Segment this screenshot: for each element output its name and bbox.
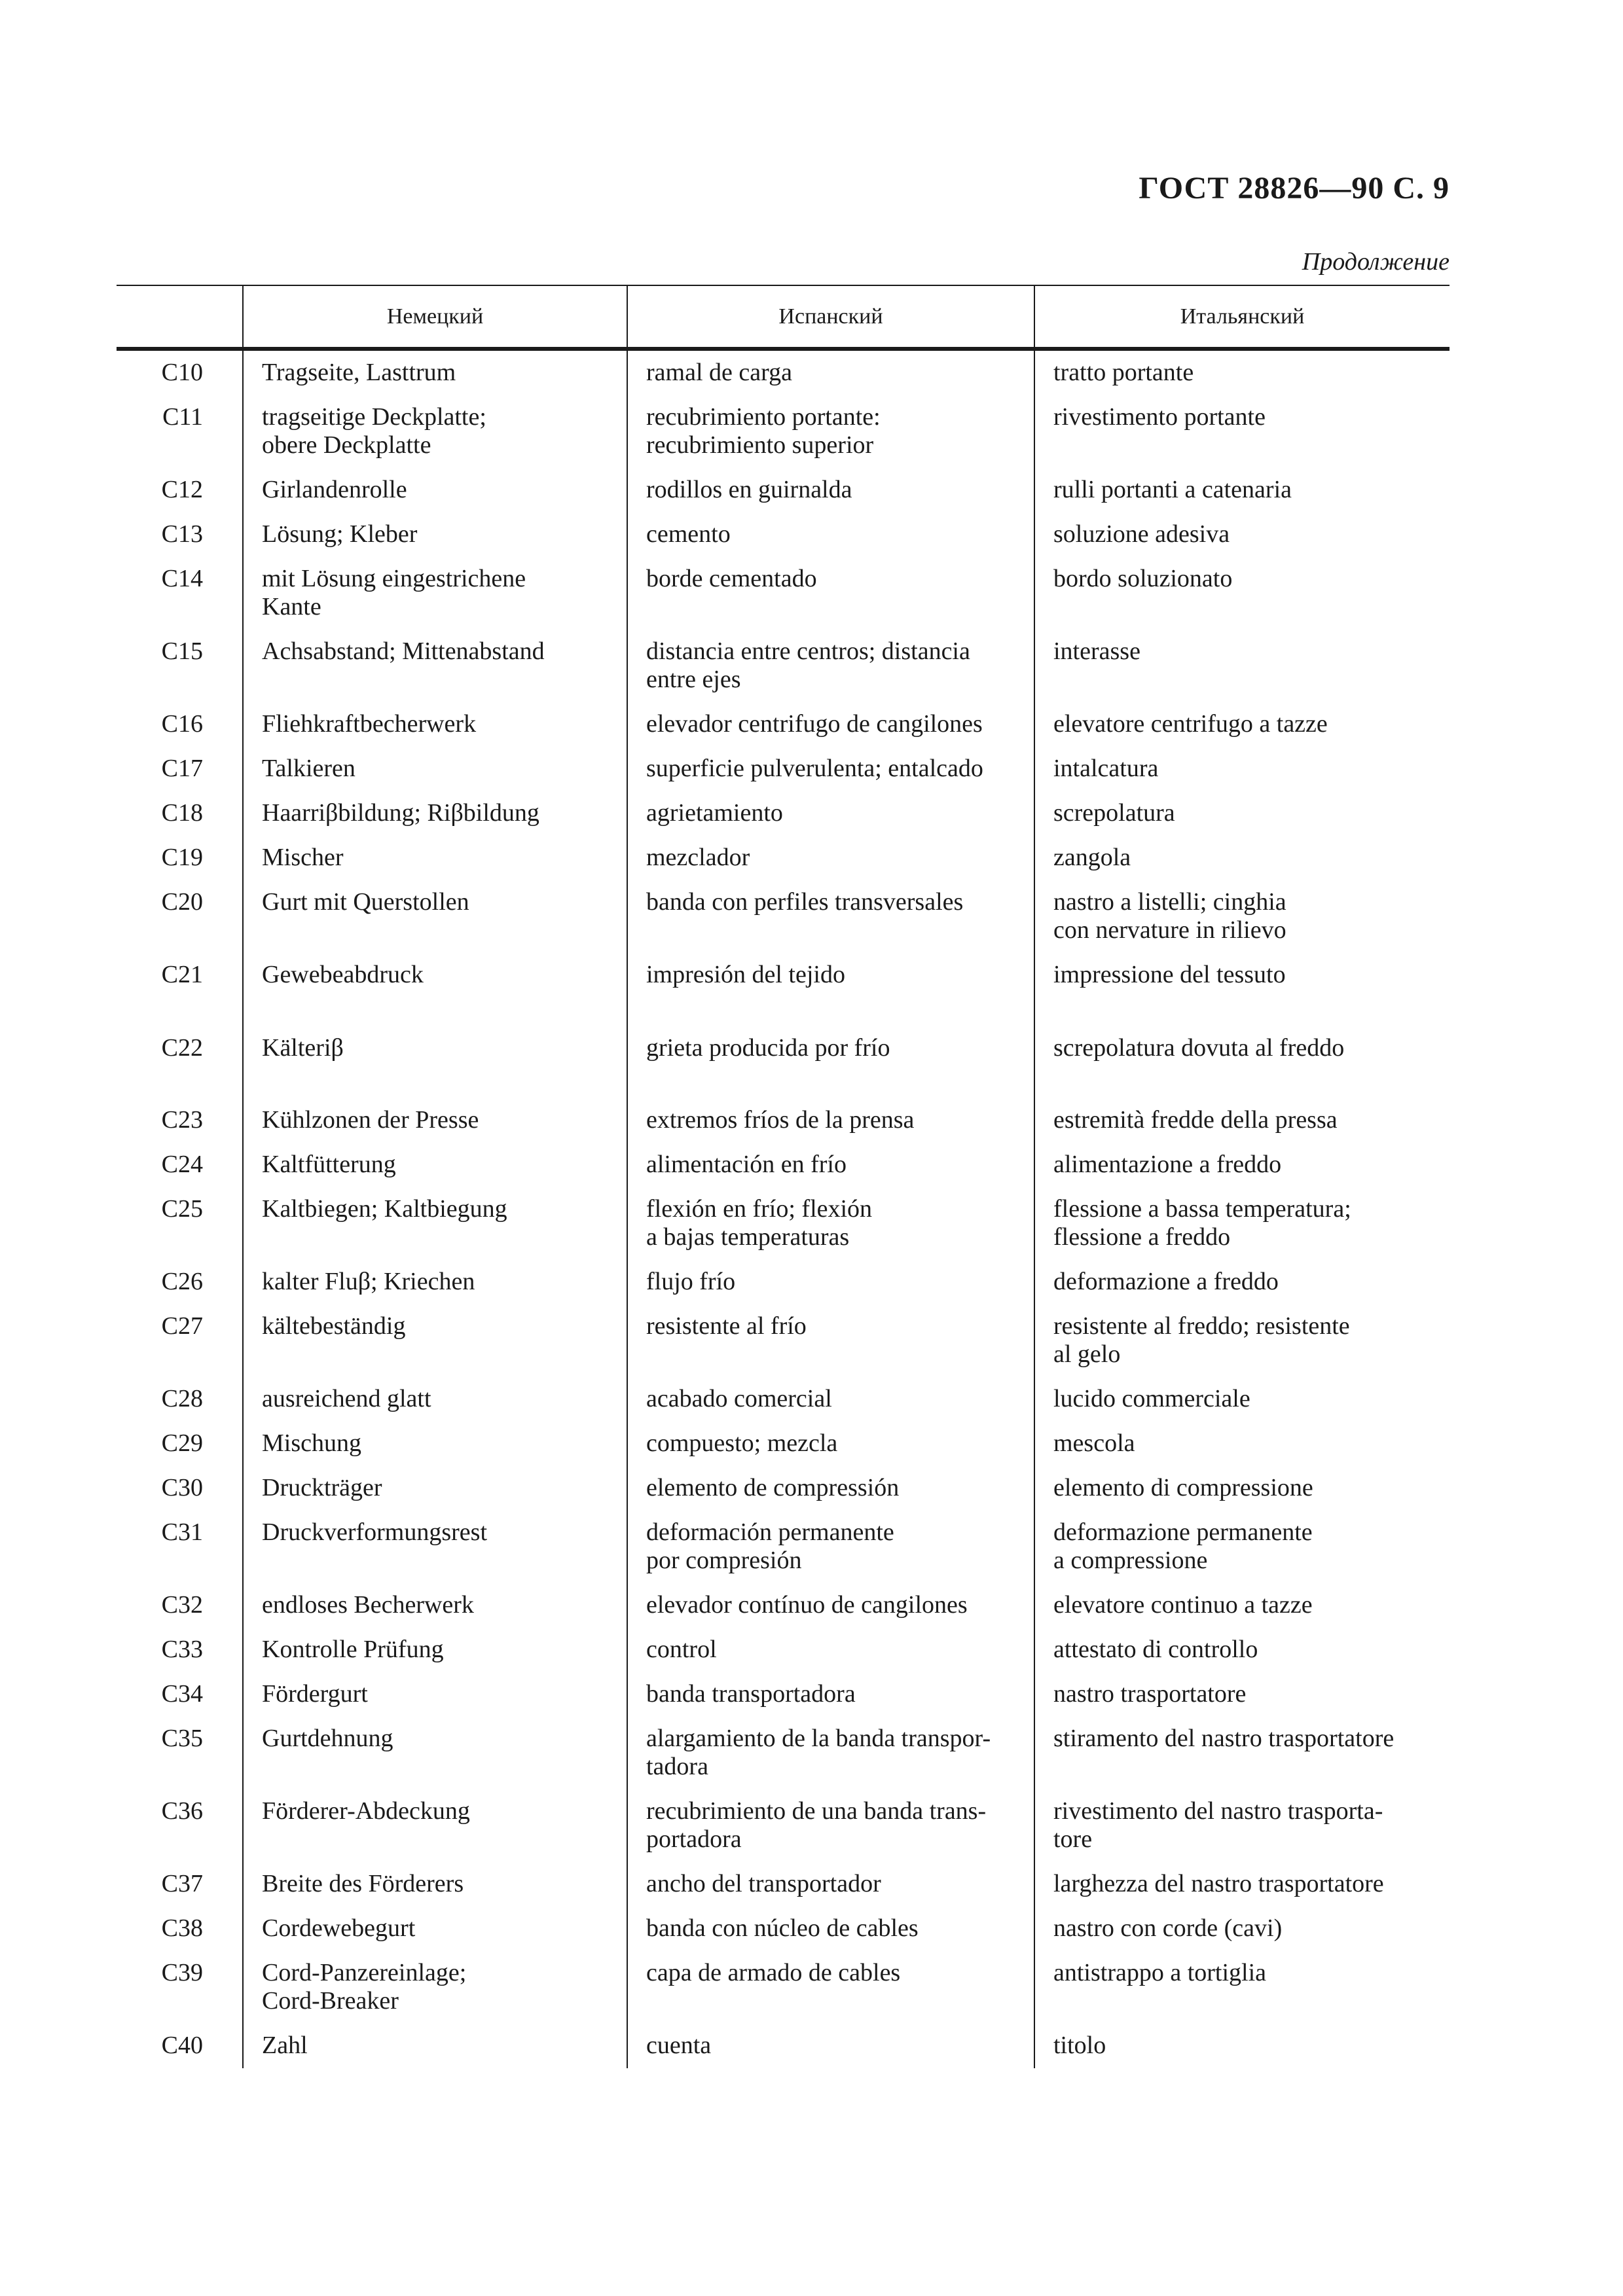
- term-german: Cordewebegurt: [243, 1907, 627, 1951]
- table-row: [117, 349, 1450, 395]
- term-code: C37: [161, 1870, 203, 1897]
- term-spanish: cuenta: [627, 2024, 1034, 2068]
- term-german: Girlandenrolle: [243, 468, 627, 512]
- term-code: C15: [161, 637, 203, 665]
- term-spanish: resistente al frío: [627, 1304, 1034, 1377]
- term-italian: bordo soluzionato: [1034, 557, 1450, 630]
- term-code: C20: [161, 888, 203, 916]
- term-spanish: cemento: [627, 512, 1034, 557]
- term-italian: soluzione adesiva: [1034, 512, 1450, 557]
- term-spanish: borde cementado: [627, 557, 1034, 630]
- term-german: ausreichend glatt: [243, 1377, 627, 1422]
- term-german: endloses Becherwerk: [243, 1583, 627, 1628]
- term-spanish: alimentación en frío: [627, 1143, 1034, 1187]
- term-italian: alimentazione a freddo: [1034, 1143, 1450, 1187]
- term-italian: nastro trasportatore: [1034, 1672, 1450, 1717]
- term-spanish: compuesto; mezcla: [627, 1422, 1034, 1466]
- term-german: Druckverformungsrest: [243, 1511, 627, 1583]
- term-german: Gurt mit Querstollen: [243, 880, 627, 953]
- term-german: Mischer: [243, 836, 627, 880]
- term-german: Fliehkraftbecherwerk: [243, 702, 627, 747]
- table-row: [117, 791, 1450, 836]
- table-row: [117, 468, 1450, 512]
- term-german: Achsabstand; Mittenabstand: [243, 630, 627, 702]
- term-spanish: recubrimiento de una banda trans- portadora: [627, 1789, 1034, 1862]
- term-spanish: acabado comercial: [627, 1377, 1034, 1422]
- term-italian: resistente al freddo; resistente al gelo: [1034, 1304, 1450, 1377]
- term-german: Tragseite, Lasttrum: [243, 349, 627, 395]
- term-italian: nastro con corde (cavi): [1034, 1907, 1450, 1951]
- term-german: Gewebeabdruck: [243, 953, 627, 1026]
- term-german: tragseitige Deckplatte; obere Deckplatte: [243, 395, 627, 468]
- table-row: [117, 1628, 1450, 1672]
- column-header-german: Немецкий: [243, 285, 627, 349]
- table-row: [117, 1304, 1450, 1377]
- term-italian: interasse: [1034, 630, 1450, 702]
- term-code: C32: [161, 1591, 203, 1619]
- term-code: C40: [161, 2032, 203, 2059]
- term-spanish: flexión en frío; flexión a bajas temperaturas: [627, 1187, 1034, 1260]
- table-row: [117, 836, 1450, 880]
- term-code: C22: [161, 1034, 203, 1062]
- table-row: [117, 1789, 1450, 1862]
- term-spanish: ancho del transportador: [627, 1862, 1034, 1907]
- table-row: [117, 1098, 1450, 1143]
- term-code: C11: [162, 403, 203, 431]
- table-row: [117, 630, 1450, 702]
- term-german: Gurtdehnung: [243, 1717, 627, 1789]
- column-header-italian: Итальянский: [1034, 285, 1450, 349]
- table-row: [117, 1907, 1450, 1951]
- term-german: Talkieren: [243, 747, 627, 791]
- term-spanish: impresión del tejido: [627, 953, 1034, 1026]
- term-code: C25: [161, 1195, 203, 1223]
- term-italian: antistrappo a tortiglia: [1034, 1951, 1450, 2024]
- term-spanish: deformación permanente por compresión: [627, 1511, 1034, 1583]
- term-code: C34: [161, 1680, 203, 1708]
- term-spanish: elevador contínuo de cangilones: [627, 1583, 1034, 1628]
- table-row: [117, 1026, 1450, 1098]
- table-row: [117, 512, 1450, 557]
- term-spanish: banda con núcleo de cables: [627, 1907, 1034, 1951]
- term-german: Kaltfütterung: [243, 1143, 627, 1187]
- term-spanish: banda con perfiles transversales: [627, 880, 1034, 953]
- column-header-spanish: Испанский: [627, 285, 1034, 349]
- term-german: Mischung: [243, 1422, 627, 1466]
- term-italian: intalcatura: [1034, 747, 1450, 791]
- term-code: C13: [161, 520, 203, 548]
- table-row: [117, 1672, 1450, 1717]
- term-spanish: extremos fríos de la prensa: [627, 1098, 1034, 1143]
- term-spanish: superficie pulverulenta; entalcado: [627, 747, 1034, 791]
- term-german: mit Lösung eingestrichene Kante: [243, 557, 627, 630]
- term-italian: rivestimento portante: [1034, 395, 1450, 468]
- table-row: [117, 395, 1450, 468]
- page-header: ГОСТ 28826—90 С. 9: [1139, 171, 1450, 206]
- term-spanish: banda transportadora: [627, 1672, 1034, 1717]
- table-row: [117, 1466, 1450, 1511]
- term-code: C35: [161, 1725, 203, 1752]
- terms-table: [117, 285, 1450, 2068]
- term-german: Fördergurt: [243, 1672, 627, 1717]
- table-row: [117, 880, 1450, 953]
- term-code: C12: [161, 476, 203, 503]
- table-row: [117, 1187, 1450, 1260]
- table-row: [117, 1143, 1450, 1187]
- term-code: C28: [161, 1385, 203, 1412]
- term-code: C19: [161, 844, 203, 871]
- term-spanish: capa de armado de cables: [627, 1951, 1034, 2024]
- term-code: C36: [161, 1797, 203, 1825]
- term-italian: titolo: [1034, 2024, 1450, 2068]
- term-code: C31: [161, 1518, 203, 1546]
- term-german: Förderer-Abdeckung: [243, 1789, 627, 1862]
- table-row: [117, 747, 1450, 791]
- continuation-label: Продолжение: [1302, 248, 1450, 276]
- term-german: Breite des Förderers: [243, 1862, 627, 1907]
- term-spanish: elemento de compressión: [627, 1466, 1034, 1511]
- term-code: C27: [161, 1312, 203, 1340]
- term-code: C16: [161, 710, 203, 738]
- term-german: Kälteriβ: [243, 1026, 627, 1098]
- term-italian: tratto portante: [1034, 349, 1450, 395]
- term-italian: stiramento del nastro trasportatore: [1034, 1717, 1450, 1789]
- term-italian: attestato di controllo: [1034, 1628, 1450, 1672]
- table-header-row: [117, 285, 1450, 349]
- term-code: C39: [161, 1959, 203, 1986]
- term-code: C33: [161, 1636, 203, 1663]
- table-row: [117, 557, 1450, 630]
- term-italian: screpolatura: [1034, 791, 1450, 836]
- table-row: [117, 1422, 1450, 1466]
- term-code: C38: [161, 1914, 203, 1942]
- term-german: Druckträger: [243, 1466, 627, 1511]
- term-italian: mescola: [1034, 1422, 1450, 1466]
- table-row: [117, 1717, 1450, 1789]
- term-code: C30: [161, 1474, 203, 1501]
- term-italian: zangola: [1034, 836, 1450, 880]
- term-spanish: agrietamiento: [627, 791, 1034, 836]
- term-italian: deformazione a freddo: [1034, 1260, 1450, 1304]
- term-spanish: flujo frío: [627, 1260, 1034, 1304]
- term-italian: impressione del tessuto: [1034, 953, 1450, 1026]
- term-spanish: control: [627, 1628, 1034, 1672]
- term-italian: elemento di compressione: [1034, 1466, 1450, 1511]
- table-row: [117, 702, 1450, 747]
- term-code: C17: [161, 755, 203, 782]
- term-code: C29: [161, 1429, 203, 1457]
- table-row: [117, 953, 1450, 1026]
- term-italian: deformazione permanente a compressione: [1034, 1511, 1450, 1583]
- table-row: [117, 1862, 1450, 1907]
- table-row: [117, 1260, 1450, 1304]
- term-code: C21: [161, 961, 203, 988]
- term-german: Haarriβbildung; Riβbildung: [243, 791, 627, 836]
- term-code: C26: [161, 1268, 203, 1295]
- term-german: kalter Fluβ; Kriechen: [243, 1260, 627, 1304]
- term-spanish: grieta producida por frío: [627, 1026, 1034, 1098]
- term-italian: flessione a bassa temperatura; flessione a freddo: [1034, 1187, 1450, 1260]
- term-italian: elevatore centrifugo a tazze: [1034, 702, 1450, 747]
- term-code: C14: [161, 565, 203, 592]
- term-code: C23: [161, 1106, 203, 1134]
- term-spanish: rodillos en guirnalda: [627, 468, 1034, 512]
- term-code: C24: [161, 1151, 203, 1178]
- term-italian: lucido commerciale: [1034, 1377, 1450, 1422]
- term-italian: rulli portanti a catenaria: [1034, 468, 1450, 512]
- term-german: kältebeständig: [243, 1304, 627, 1377]
- table-row: [117, 1583, 1450, 1628]
- term-spanish: ramal de carga: [627, 349, 1034, 395]
- term-spanish: mezclador: [627, 836, 1034, 880]
- term-german: Zahl: [243, 2024, 627, 2068]
- term-spanish: recubrimiento portante: recubrimiento superior: [627, 395, 1034, 468]
- term-code: C10: [161, 359, 203, 386]
- term-italian: nastro a listelli; cinghia con nervature in rilievo: [1034, 880, 1450, 953]
- term-italian: larghezza del nastro trasportatore: [1034, 1862, 1450, 1907]
- term-spanish: distancia entre centros; distancia entre ejes: [627, 630, 1034, 702]
- table-row: [117, 2024, 1450, 2068]
- table-row: [117, 1377, 1450, 1422]
- term-italian: elevatore continuo a tazze: [1034, 1583, 1450, 1628]
- term-italian: estremità fredde della pressa: [1034, 1098, 1450, 1143]
- table-body: [117, 349, 1450, 2068]
- term-german: Cord-Panzereinlage; Cord-Breaker: [243, 1951, 627, 2024]
- term-german: Kaltbiegen; Kaltbiegung: [243, 1187, 627, 1260]
- term-german: Kontrolle Prüfung: [243, 1628, 627, 1672]
- table-row: [117, 1951, 1450, 2024]
- term-italian: rivestimento del nastro trasporta- tore: [1034, 1789, 1450, 1862]
- term-italian: screpolatura dovuta al freddo: [1034, 1026, 1450, 1098]
- term-spanish: elevador centrifugo de cangilones: [627, 702, 1034, 747]
- term-code: C18: [161, 799, 203, 827]
- term-german: Kühlzonen der Presse: [243, 1098, 627, 1143]
- column-header-code: [117, 285, 243, 349]
- term-german: Lösung; Kleber: [243, 512, 627, 557]
- table-row: [117, 1511, 1450, 1583]
- term-spanish: alargamiento de la banda transpor- tadora: [627, 1717, 1034, 1789]
